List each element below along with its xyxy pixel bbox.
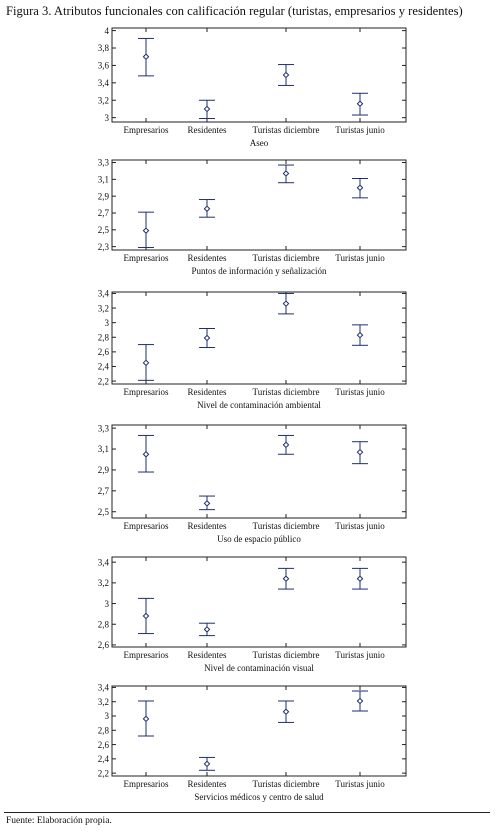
x-axis-label: Aseo (249, 138, 269, 148)
mean-point (143, 716, 148, 721)
y-tick-label: 2,8 (97, 725, 109, 736)
mean-point (357, 185, 362, 190)
x-tick-label: Empresarios (123, 387, 169, 397)
mean-point (143, 54, 148, 59)
mean-point (283, 301, 288, 306)
y-tick-label: 3 (104, 711, 109, 722)
y-tick-label: 3 (104, 112, 109, 123)
mean-point (357, 576, 362, 581)
y-tick-label: 2,8 (97, 619, 109, 630)
x-axis-label: Servicios médicos y centro de salud (194, 792, 324, 802)
x-tick-label: Empresarios (123, 650, 169, 660)
mean-point (204, 335, 209, 340)
mean-point (283, 72, 288, 77)
mean-point (143, 228, 148, 233)
y-tick-label: 3,1 (97, 174, 109, 185)
x-axis-label: Puntos de información y señalización (191, 266, 327, 276)
mean-point (204, 761, 209, 766)
x-tick-label: Empresarios (123, 779, 169, 789)
x-tick-label: Empresarios (123, 125, 169, 135)
y-tick-label: 2,5 (97, 225, 109, 236)
y-tick-label: 2,2 (97, 376, 109, 387)
figure-source: Fuente: Elaboración propia. (6, 816, 112, 826)
y-tick-label: 2,6 (97, 640, 109, 651)
mean-point (283, 709, 288, 714)
chart-panel-3 (98, 289, 406, 410)
y-tick-label: 3,3 (97, 423, 109, 434)
x-tick-label: Empresarios (123, 521, 169, 531)
y-tick-label: 2,2 (97, 768, 109, 779)
y-tick-label: 3 (104, 598, 109, 609)
mean-point (357, 332, 362, 337)
chart-frame (112, 425, 406, 518)
y-tick-label: 3,2 (97, 95, 109, 106)
y-tick-label: 2,7 (97, 208, 109, 219)
mean-point (283, 576, 288, 581)
x-tick-label: Turistas junio (335, 387, 385, 397)
mean-point (357, 101, 362, 106)
x-tick-label: Turistas diciembre (252, 387, 320, 397)
y-tick-label: 4 (104, 25, 109, 36)
y-tick-label: 2,4 (97, 361, 109, 372)
chart-frame (112, 686, 406, 776)
mean-point (204, 501, 209, 506)
y-tick-label: 2,6 (97, 739, 109, 750)
x-tick-label: Turistas junio (335, 779, 385, 789)
figure-title: Figura 3. Atributos funcionales con calificación regular (turistas, empresarios y residentes) (6, 4, 463, 18)
mean-point (204, 206, 209, 211)
y-tick-label: 3,2 (97, 696, 109, 707)
y-tick-label: 3,4 (97, 78, 109, 89)
chart-frame (112, 28, 406, 122)
y-tick-label: 3,4 (97, 682, 109, 693)
x-tick-label: Empresarios (123, 253, 169, 263)
y-tick-label: 3,3 (97, 157, 109, 168)
y-tick-label: 3,2 (97, 578, 109, 589)
y-tick-label: 2,3 (97, 241, 109, 252)
y-tick-label: 2,6 (97, 347, 109, 358)
mean-point (143, 613, 148, 618)
x-tick-label: Residentes (187, 387, 227, 397)
y-tick-label: 2,8 (97, 332, 109, 343)
x-tick-label: Residentes (187, 779, 227, 789)
x-tick-label: Turistas junio (335, 650, 385, 660)
x-tick-label: Turistas junio (335, 253, 385, 263)
x-tick-label: Turistas diciembre (252, 125, 320, 135)
mean-point (357, 450, 362, 455)
x-tick-label: Residentes (187, 521, 227, 531)
x-tick-label: Residentes (187, 253, 227, 263)
x-tick-label: Turistas junio (335, 125, 385, 135)
x-tick-label: Turistas diciembre (252, 521, 320, 531)
y-tick-label: 2,9 (97, 465, 109, 476)
mean-point (357, 698, 362, 703)
x-tick-label: Residentes (187, 650, 227, 660)
footer-rule (4, 812, 490, 813)
y-tick-label: 3,8 (97, 43, 109, 54)
x-tick-label: Turistas diciembre (252, 650, 320, 660)
y-tick-label: 2,5 (97, 506, 109, 517)
mean-point (283, 171, 288, 176)
y-tick-label: 3,2 (97, 303, 109, 314)
chart-panel-1 (98, 26, 406, 148)
x-axis-label: Nivel de contaminación visual (204, 663, 314, 673)
mean-point (143, 360, 148, 365)
mean-point (204, 627, 209, 632)
y-tick-label: 3,4 (97, 288, 109, 299)
y-tick-label: 3,4 (97, 557, 109, 568)
chart-panel-5 (98, 557, 406, 673)
x-axis-label: Uso de espacio público (217, 534, 301, 544)
y-tick-label: 3,6 (97, 60, 109, 71)
y-tick-label: 2,4 (97, 754, 109, 765)
x-tick-label: Turistas junio (335, 521, 385, 531)
y-tick-label: 3,1 (97, 444, 109, 455)
chart-panel-6 (98, 683, 406, 802)
mean-point (283, 442, 288, 447)
chart-frame (112, 160, 406, 250)
chart-frame (112, 557, 406, 647)
x-tick-label: Residentes (187, 125, 227, 135)
y-tick-label: 2,9 (97, 191, 109, 202)
chart-frame (112, 292, 406, 384)
chart-panel-2 (98, 158, 406, 276)
y-tick-label: 2,7 (97, 486, 109, 497)
chart-panel-4 (98, 423, 406, 544)
mean-point (204, 106, 209, 111)
y-tick-label: 3 (104, 317, 109, 328)
x-tick-label: Turistas diciembre (252, 779, 320, 789)
mean-point (143, 452, 148, 457)
x-axis-label: Nivel de contaminación ambiental (197, 400, 321, 410)
x-tick-label: Turistas diciembre (252, 253, 320, 263)
